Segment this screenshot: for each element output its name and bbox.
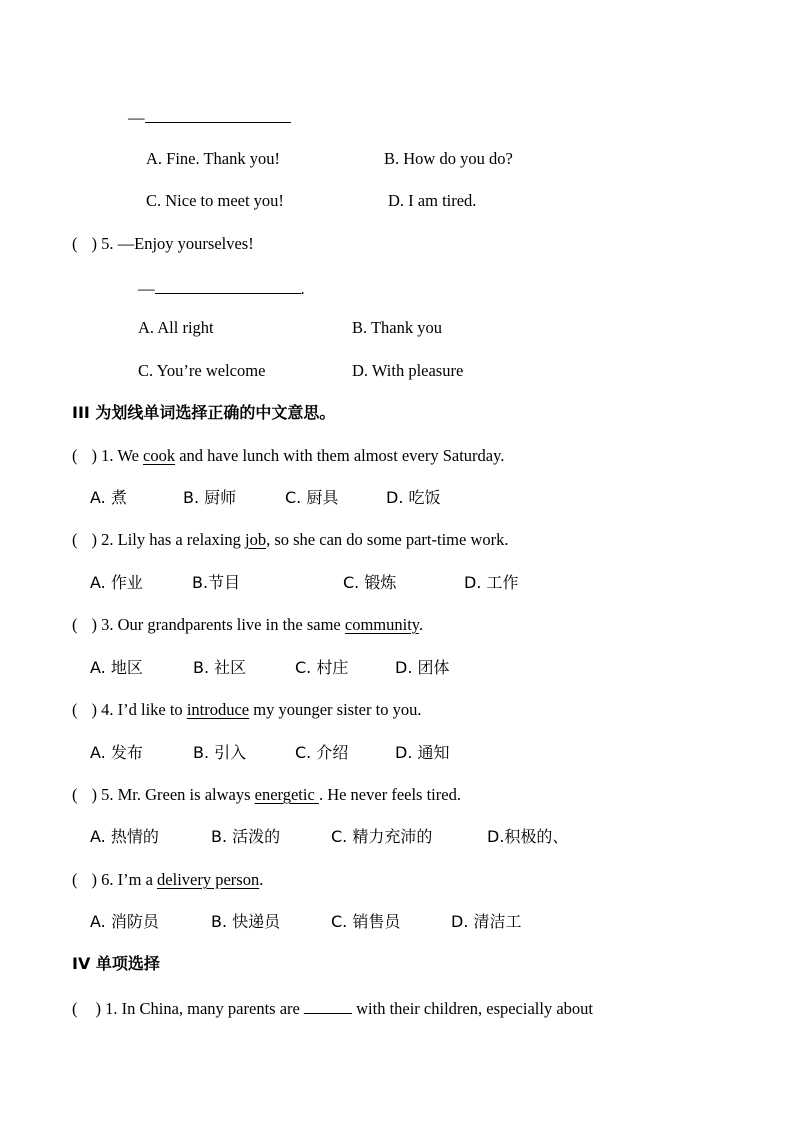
s3-q5-option-d: D.积极的、 (487, 827, 569, 846)
underlined-word: community (344, 615, 419, 634)
section3-title: III 为划线单词选择正确的中文意思。 (72, 403, 336, 422)
s4-q1-stem: ( ) 1. In China, many parents are with their children, especially about (72, 999, 593, 1018)
answer-blank (145, 106, 291, 123)
s3-q6-option-c: C. 销售员 (331, 912, 401, 931)
s3-q5-option-b: B. 活泼的 (211, 827, 281, 846)
answer-blank (155, 277, 301, 294)
prev-option-a: A. Fine. Thank you! (146, 149, 280, 168)
underlined-word: introduce (186, 700, 250, 719)
q5-option-b: B. Thank you (352, 318, 442, 337)
s3-q1-option-a: A. 煮 (90, 488, 127, 507)
paren-open: ( (72, 234, 78, 253)
q5-option-c: C. You’re welcome (138, 361, 266, 380)
answer-blank (304, 997, 352, 1014)
s3-q6-option-a: A. 消防员 (90, 912, 159, 931)
answer-period: . (300, 279, 305, 298)
prev-option-c: C. Nice to meet you! (146, 191, 284, 210)
s3-q3-option-c: C. 村庄 (295, 658, 349, 677)
s3-q6-stem: ( ) 6. I’m a delivery person. (72, 870, 264, 889)
underlined-word: energetic (254, 785, 319, 804)
s3-q4-option-a: A. 发布 (90, 743, 143, 762)
s3-q3-option-b: B. 社区 (193, 658, 247, 677)
q5-answer-line (138, 277, 305, 299)
q5-option-a: A. All right (138, 318, 214, 337)
underlined-word: delivery person (157, 870, 260, 889)
s3-q4-option-c: C. 介绍 (295, 743, 349, 762)
s3-q5-stem: ( ) 5. Mr. Green is always energetic . He never feels tired. (72, 785, 461, 804)
q5-stem: ( ) 5. —Enjoy yourselves! (72, 234, 254, 253)
s3-q3-option-d: D. 团体 (395, 658, 450, 677)
s3-q5-option-a: A. 热情的 (90, 827, 159, 846)
s3-q3-option-a: A. 地区 (90, 658, 143, 677)
s3-q6-option-d: D. 清洁工 (451, 912, 522, 931)
s3-q2-stem: ( ) 2. Lily has a relaxing job, so she can do some part-time work. (72, 530, 509, 549)
q5-number: 5. (101, 234, 114, 253)
answer-dash: — (128, 108, 145, 127)
s3-q5-option-c: C. 精力充沛的 (331, 827, 433, 846)
answer-dash: — (138, 279, 155, 298)
q5-text: —Enjoy yourselves! (117, 234, 254, 253)
s3-q4-stem: ( ) 4. I’d like to introduce my younger sister to you. (72, 700, 422, 719)
s3-q4-option-d: D. 通知 (395, 743, 450, 762)
s3-q2-option-d: D. 工作 (464, 573, 519, 592)
prev-option-b: B. How do you do? (384, 149, 513, 168)
s3-q2-option-a: A. 作业 (90, 573, 143, 592)
section4-title: IV 单项选择 (72, 954, 160, 973)
underlined-word: cook (143, 446, 176, 465)
q5-option-d: D. With pleasure (352, 361, 464, 380)
s3-q3-stem: ( ) 3. Our grandparents live in the same community. (72, 615, 424, 634)
prev-option-d: D. I am tired. (388, 191, 477, 210)
s3-q2-option-c: C. 锻炼 (343, 573, 397, 592)
s3-q1-option-b: B. 厨师 (183, 488, 237, 507)
s3-q4-option-b: B. 引入 (193, 743, 247, 762)
s3-q1-option-d: D. 吃饭 (386, 488, 441, 507)
prev-answer-line (128, 106, 291, 128)
s3-q6-option-b: B. 快递员 (211, 912, 281, 931)
s3-q1-option-c: C. 厨具 (285, 488, 339, 507)
s3-q2-option-b: B.节目 (192, 573, 241, 592)
s3-q1-stem: ( ) 1. We cook and have lunch with them almost every Saturday. (72, 446, 505, 465)
underlined-word: job (245, 530, 267, 549)
